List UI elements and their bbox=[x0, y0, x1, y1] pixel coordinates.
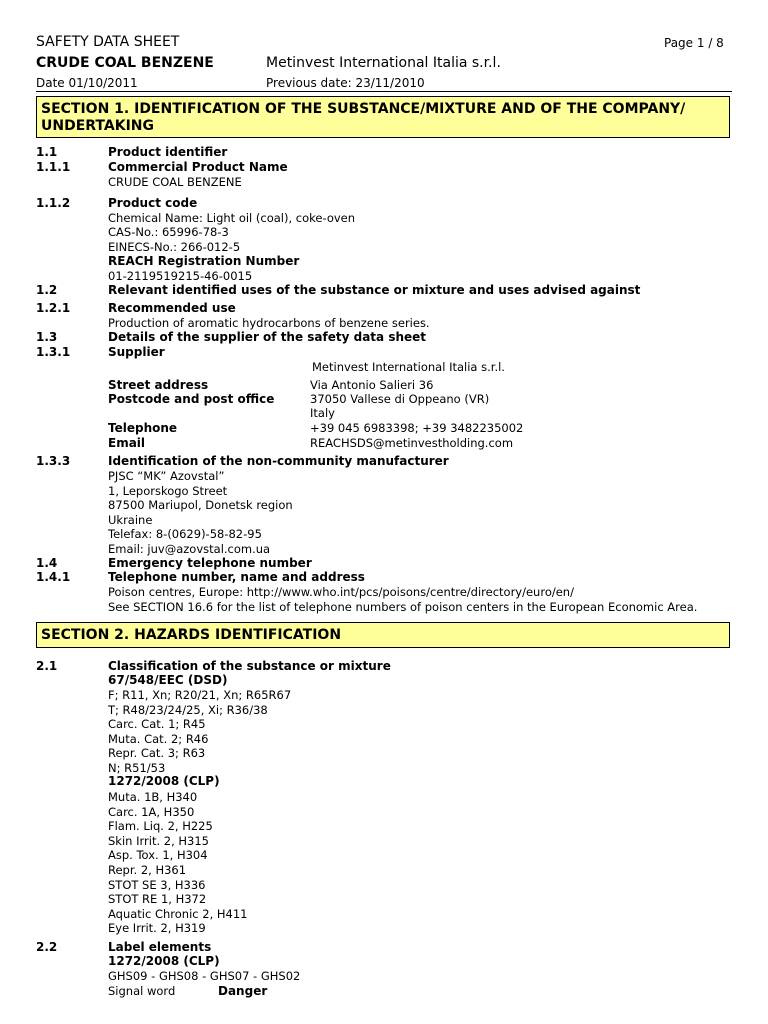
section-2-1-title: Classification of the substance or mixture bbox=[108, 659, 391, 673]
chemical-name: Chemical Name: Light oil (coal), coke-oven bbox=[108, 211, 356, 225]
manufacturer-line: PJSC “MK” Azovstal” bbox=[108, 469, 225, 483]
recommended-use: Production of aromatic hydrocarbons of benzene series. bbox=[108, 316, 430, 330]
clp-line: Asp. Tox. 1, H304 bbox=[108, 848, 208, 862]
manufacturer-line: 87500 Mariupol, Donetsk region bbox=[108, 498, 293, 512]
section-1-1-1-number: 1.1.1 bbox=[36, 160, 71, 174]
postcode-label: Postcode and post office bbox=[108, 392, 275, 406]
dsd-line: Muta. Cat. 2; R46 bbox=[108, 732, 209, 746]
clp-line: STOT RE 1, H372 bbox=[108, 892, 207, 906]
section-1-2-1-number: 1.2.1 bbox=[36, 301, 71, 315]
dsd-title: 67/548/EEC (DSD) bbox=[108, 673, 228, 687]
email-label: Email bbox=[108, 436, 146, 450]
company-name-header: Metinvest International Italia s.r.l. bbox=[266, 55, 501, 71]
einecs-number: EINECS-No.: 266-012-5 bbox=[108, 240, 241, 254]
section-1-1-1-title: Commercial Product Name bbox=[108, 160, 288, 174]
email-value[interactable]: REACHSDS@metinvestholding.com bbox=[310, 436, 514, 450]
clp-line: Muta. 1B, H340 bbox=[108, 790, 198, 804]
clp-line: Eye Irrit. 2, H319 bbox=[108, 921, 206, 935]
clp-line: Flam. Liq. 2, H225 bbox=[108, 819, 213, 833]
section-2-2-title: Label elements bbox=[108, 940, 212, 954]
section-2-2-number: 2.2 bbox=[36, 940, 58, 954]
reach-title: REACH Registration Number bbox=[108, 254, 300, 268]
telephone-label: Telephone bbox=[108, 421, 178, 435]
dsd-line: F; R11, Xn; R20/21, Xn; R65R67 bbox=[108, 688, 292, 702]
section-1-3-3-title: Identification of the non-community manufacturer bbox=[108, 454, 449, 468]
section-1-4-1-title: Telephone number, name and address bbox=[108, 570, 365, 584]
signal-word-label: Signal word bbox=[108, 984, 176, 998]
section-1-4-1-number: 1.4.1 bbox=[36, 570, 71, 584]
product-name-header: CRUDE COAL BENZENE bbox=[36, 55, 214, 71]
manufacturer-email[interactable]: Email: juv@azovstal.com.ua bbox=[108, 542, 271, 556]
dsd-line: T; R48/23/24/25, Xi; R36/38 bbox=[108, 703, 268, 717]
manufacturer-line: Ukraine bbox=[108, 513, 153, 527]
clp-line: Repr. 2, H361 bbox=[108, 863, 187, 877]
section-1-1-title: Product identifier bbox=[108, 145, 228, 159]
signal-word-value: Danger bbox=[218, 984, 268, 998]
dsd-line: N; R51/53 bbox=[108, 761, 166, 775]
section-1-4-title: Emergency telephone number bbox=[108, 556, 312, 570]
section-2-heading: SECTION 2. HAZARDS IDENTIFICATION bbox=[36, 622, 730, 648]
section-1-3-title: Details of the supplier of the safety data sheet bbox=[108, 330, 427, 344]
section-1-1-2-title: Product code bbox=[108, 196, 198, 210]
page-number: Page 1 / 8 bbox=[664, 36, 724, 50]
dsd-line: Repr. Cat. 3; R63 bbox=[108, 746, 206, 760]
telephone-value: +39 045 6983398; +39 3482235002 bbox=[310, 421, 524, 435]
supplier-country: Italy bbox=[310, 406, 335, 420]
clp-line: STOT SE 3, H336 bbox=[108, 878, 206, 892]
poison-centres-note: See SECTION 16.6 for the list of telephone numbers of poison centers in the European Economic Area. bbox=[108, 600, 698, 614]
postcode-value: 37050 Vallese di Oppeano (VR) bbox=[310, 392, 490, 406]
document-title: SAFETY DATA SHEET bbox=[36, 34, 180, 50]
section-1-2-title: Relevant identified uses of the substance or mixture and uses advised against bbox=[108, 283, 641, 297]
previous-date: Previous date: 23/11/2010 bbox=[266, 76, 425, 90]
section-1-1-2-number: 1.1.2 bbox=[36, 196, 71, 210]
section-1-1-number: 1.1 bbox=[36, 145, 58, 159]
section-1-heading: SECTION 1. IDENTIFICATION OF THE SUBSTANCE/MIXTURE AND OF THE COMPANY/ UNDERTAKING bbox=[36, 96, 730, 138]
label-clp-title: 1272/2008 (CLP) bbox=[108, 954, 220, 968]
street-address-label: Street address bbox=[108, 378, 209, 392]
clp-title: 1272/2008 (CLP) bbox=[108, 774, 220, 788]
street-address-value: Via Antonio Salieri 36 bbox=[310, 378, 434, 392]
ghs-pictograms: GHS09 - GHS08 - GHS07 - GHS02 bbox=[108, 969, 301, 983]
section-1-3-3-number: 1.3.3 bbox=[36, 454, 71, 468]
revision-date: Date 01/10/2011 bbox=[36, 76, 138, 90]
cas-number: CAS-No.: 65996-78-3 bbox=[108, 225, 229, 239]
section-1-4-number: 1.4 bbox=[36, 556, 58, 570]
section-1-2-number: 1.2 bbox=[36, 283, 58, 297]
section-1-3-1-title: Supplier bbox=[108, 345, 165, 359]
manufacturer-line: Telefax: 8-(0629)-58-82-95 bbox=[108, 527, 262, 541]
section-1-3-1-number: 1.3.1 bbox=[36, 345, 71, 359]
header-rule bbox=[36, 91, 732, 92]
clp-line: Carc. 1A, H350 bbox=[108, 805, 195, 819]
section-1-2-1-title: Recommended use bbox=[108, 301, 236, 315]
clp-line: Aquatic Chronic 2, H411 bbox=[108, 907, 248, 921]
commercial-product-name: CRUDE COAL BENZENE bbox=[108, 175, 242, 189]
supplier-name: Metinvest International Italia s.r.l. bbox=[312, 360, 505, 374]
dsd-line: Carc. Cat. 1; R45 bbox=[108, 717, 206, 731]
reach-number: 01-2119519215-46-0015 bbox=[108, 269, 253, 283]
section-1-3-number: 1.3 bbox=[36, 330, 58, 344]
manufacturer-line: 1, Leporskogo Street bbox=[108, 484, 228, 498]
clp-line: Skin Irrit. 2, H315 bbox=[108, 834, 209, 848]
section-2-1-number: 2.1 bbox=[36, 659, 58, 673]
poison-centres-link[interactable]: Poison centres, Europe: http://www.who.int/pcs/poisons/centre/directory/euro/en/ bbox=[108, 585, 574, 599]
